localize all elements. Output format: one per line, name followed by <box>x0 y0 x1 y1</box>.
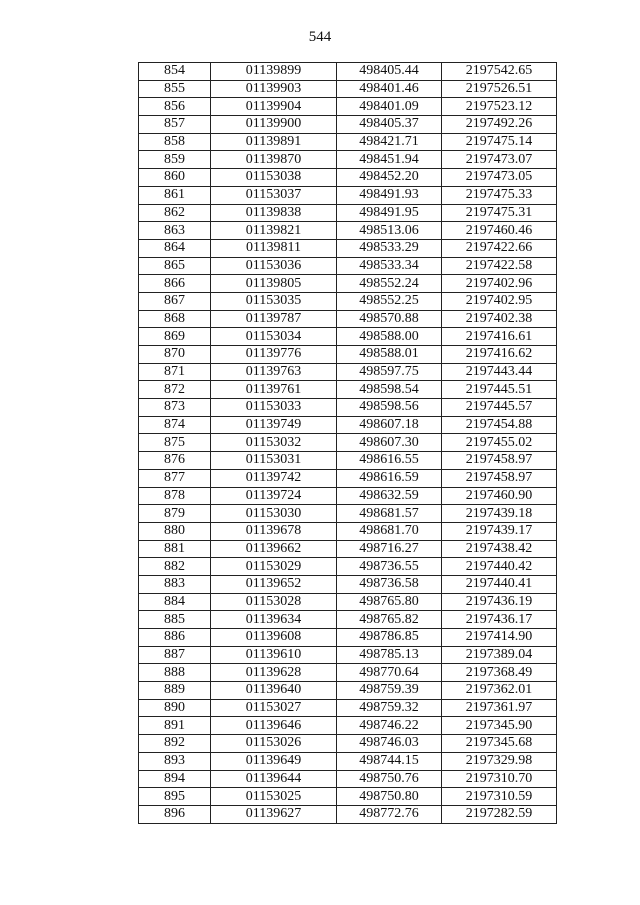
point-number-cell: 894 <box>139 770 211 788</box>
point-id-cell: 01153026 <box>211 735 337 753</box>
point-id-cell: 01139763 <box>211 363 337 381</box>
y-coordinate-cell: 2197455.02 <box>442 434 557 452</box>
x-coordinate-cell: 498607.18 <box>337 416 442 434</box>
y-coordinate-cell: 2197402.96 <box>442 275 557 293</box>
table-row <box>139 169 557 187</box>
point-number-cell: 888 <box>139 664 211 682</box>
x-coordinate-cell: 498588.01 <box>337 346 442 364</box>
y-coordinate-cell: 2197436.19 <box>442 593 557 611</box>
table-row <box>139 116 557 134</box>
y-coordinate-cell: 2197475.33 <box>442 186 557 204</box>
point-id-cell: 01139891 <box>211 133 337 151</box>
table-row <box>139 664 557 682</box>
point-number-cell: 863 <box>139 222 211 240</box>
point-number-cell: 884 <box>139 593 211 611</box>
point-number-cell: 879 <box>139 505 211 523</box>
x-coordinate-cell: 498759.39 <box>337 682 442 700</box>
table-row <box>139 292 557 310</box>
point-id-cell: 01139811 <box>211 239 337 257</box>
point-id-cell: 01139610 <box>211 646 337 664</box>
x-coordinate-cell: 498491.93 <box>337 186 442 204</box>
point-id-cell: 01153028 <box>211 593 337 611</box>
point-id-cell: 01153036 <box>211 257 337 275</box>
x-coordinate-cell: 498421.71 <box>337 133 442 151</box>
point-id-cell: 01153035 <box>211 292 337 310</box>
table-row <box>139 222 557 240</box>
table-row <box>139 629 557 647</box>
y-coordinate-cell: 2197440.41 <box>442 575 557 593</box>
point-id-cell: 01139662 <box>211 540 337 558</box>
x-coordinate-cell: 498533.29 <box>337 239 442 257</box>
y-coordinate-cell: 2197443.44 <box>442 363 557 381</box>
x-coordinate-cell: 498607.30 <box>337 434 442 452</box>
point-id-cell: 01139646 <box>211 717 337 735</box>
x-coordinate-cell: 498786.85 <box>337 629 442 647</box>
y-coordinate-cell: 2197439.17 <box>442 522 557 540</box>
x-coordinate-cell: 498597.75 <box>337 363 442 381</box>
table-row <box>139 399 557 417</box>
point-id-cell: 01139634 <box>211 611 337 629</box>
coordinates-table-body <box>139 63 557 824</box>
point-id-cell: 01139724 <box>211 487 337 505</box>
table-row <box>139 735 557 753</box>
point-number-cell: 883 <box>139 575 211 593</box>
y-coordinate-cell: 2197310.70 <box>442 770 557 788</box>
table-row <box>139 186 557 204</box>
y-coordinate-cell: 2197473.05 <box>442 169 557 187</box>
point-id-cell: 01139805 <box>211 275 337 293</box>
table-row <box>139 133 557 151</box>
table-row <box>139 611 557 629</box>
point-number-cell: 882 <box>139 558 211 576</box>
x-coordinate-cell: 498750.76 <box>337 770 442 788</box>
point-number-cell: 895 <box>139 788 211 806</box>
point-id-cell: 01139904 <box>211 98 337 116</box>
y-coordinate-cell: 2197460.46 <box>442 222 557 240</box>
y-coordinate-cell: 2197389.04 <box>442 646 557 664</box>
point-id-cell: 01139899 <box>211 63 337 81</box>
table-row <box>139 540 557 558</box>
y-coordinate-cell: 2197416.62 <box>442 346 557 364</box>
point-id-cell: 01139749 <box>211 416 337 434</box>
point-number-cell: 886 <box>139 629 211 647</box>
point-id-cell: 01139900 <box>211 116 337 134</box>
point-id-cell: 01153029 <box>211 558 337 576</box>
point-id-cell: 01139628 <box>211 664 337 682</box>
point-number-cell: 871 <box>139 363 211 381</box>
x-coordinate-cell: 498736.58 <box>337 575 442 593</box>
point-id-cell: 01153032 <box>211 434 337 452</box>
point-id-cell: 01153038 <box>211 169 337 187</box>
point-number-cell: 887 <box>139 646 211 664</box>
y-coordinate-cell: 2197422.58 <box>442 257 557 275</box>
y-coordinate-cell: 2197454.88 <box>442 416 557 434</box>
coordinates-table <box>138 62 557 824</box>
point-id-cell: 01139627 <box>211 805 337 823</box>
y-coordinate-cell: 2197458.97 <box>442 452 557 470</box>
point-number-cell: 891 <box>139 717 211 735</box>
point-id-cell: 01139870 <box>211 151 337 169</box>
table-row <box>139 98 557 116</box>
x-coordinate-cell: 498744.15 <box>337 752 442 770</box>
point-number-cell: 861 <box>139 186 211 204</box>
point-number-cell: 865 <box>139 257 211 275</box>
table-row <box>139 346 557 364</box>
table-row <box>139 487 557 505</box>
y-coordinate-cell: 2197523.12 <box>442 98 557 116</box>
table-row <box>139 434 557 452</box>
x-coordinate-cell: 498772.76 <box>337 805 442 823</box>
point-number-cell: 854 <box>139 63 211 81</box>
y-coordinate-cell: 2197402.38 <box>442 310 557 328</box>
table-row <box>139 239 557 257</box>
point-id-cell: 01139742 <box>211 469 337 487</box>
point-id-cell: 01153037 <box>211 186 337 204</box>
table-row <box>139 593 557 611</box>
point-number-cell: 880 <box>139 522 211 540</box>
table-row <box>139 381 557 399</box>
table-row <box>139 275 557 293</box>
table-row <box>139 522 557 540</box>
point-id-cell: 01153031 <box>211 452 337 470</box>
point-id-cell: 01139776 <box>211 346 337 364</box>
point-number-cell: 873 <box>139 399 211 417</box>
point-number-cell: 872 <box>139 381 211 399</box>
y-coordinate-cell: 2197460.90 <box>442 487 557 505</box>
point-number-cell: 874 <box>139 416 211 434</box>
x-coordinate-cell: 498570.88 <box>337 310 442 328</box>
point-id-cell: 01139644 <box>211 770 337 788</box>
point-id-cell: 01139787 <box>211 310 337 328</box>
point-id-cell: 01139640 <box>211 682 337 700</box>
x-coordinate-cell: 498552.24 <box>337 275 442 293</box>
y-coordinate-cell: 2197526.51 <box>442 80 557 98</box>
table-row <box>139 646 557 664</box>
y-coordinate-cell: 2197402.95 <box>442 292 557 310</box>
point-id-cell: 01153033 <box>211 399 337 417</box>
x-coordinate-cell: 498552.25 <box>337 292 442 310</box>
table-row <box>139 770 557 788</box>
y-coordinate-cell: 2197416.61 <box>442 328 557 346</box>
y-coordinate-cell: 2197473.07 <box>442 151 557 169</box>
x-coordinate-cell: 498770.64 <box>337 664 442 682</box>
point-number-cell: 877 <box>139 469 211 487</box>
table-row <box>139 699 557 717</box>
x-coordinate-cell: 498513.06 <box>337 222 442 240</box>
y-coordinate-cell: 2197310.59 <box>442 788 557 806</box>
y-coordinate-cell: 2197445.57 <box>442 399 557 417</box>
x-coordinate-cell: 498632.59 <box>337 487 442 505</box>
x-coordinate-cell: 498452.20 <box>337 169 442 187</box>
y-coordinate-cell: 2197361.97 <box>442 699 557 717</box>
table-row <box>139 469 557 487</box>
y-coordinate-cell: 2197440.42 <box>442 558 557 576</box>
table-row <box>139 505 557 523</box>
y-coordinate-cell: 2197475.31 <box>442 204 557 222</box>
x-coordinate-cell: 498401.09 <box>337 98 442 116</box>
y-coordinate-cell: 2197345.90 <box>442 717 557 735</box>
point-number-cell: 866 <box>139 275 211 293</box>
x-coordinate-cell: 498765.82 <box>337 611 442 629</box>
table-row <box>139 204 557 222</box>
table-row <box>139 257 557 275</box>
point-number-cell: 869 <box>139 328 211 346</box>
point-number-cell: 860 <box>139 169 211 187</box>
point-id-cell: 01153025 <box>211 788 337 806</box>
x-coordinate-cell: 498401.46 <box>337 80 442 98</box>
x-coordinate-cell: 498405.37 <box>337 116 442 134</box>
point-number-cell: 856 <box>139 98 211 116</box>
y-coordinate-cell: 2197368.49 <box>442 664 557 682</box>
point-id-cell: 01153034 <box>211 328 337 346</box>
y-coordinate-cell: 2197492.26 <box>442 116 557 134</box>
table-row <box>139 416 557 434</box>
y-coordinate-cell: 2197542.65 <box>442 63 557 81</box>
point-id-cell: 01139761 <box>211 381 337 399</box>
y-coordinate-cell: 2197458.97 <box>442 469 557 487</box>
x-coordinate-cell: 498681.57 <box>337 505 442 523</box>
point-number-cell: 876 <box>139 452 211 470</box>
table-row <box>139 805 557 823</box>
y-coordinate-cell: 2197362.01 <box>442 682 557 700</box>
x-coordinate-cell: 498765.80 <box>337 593 442 611</box>
point-number-cell: 868 <box>139 310 211 328</box>
table-row <box>139 63 557 81</box>
point-number-cell: 858 <box>139 133 211 151</box>
x-coordinate-cell: 498616.59 <box>337 469 442 487</box>
x-coordinate-cell: 498405.44 <box>337 63 442 81</box>
y-coordinate-cell: 2197475.14 <box>442 133 557 151</box>
y-coordinate-cell: 2197438.42 <box>442 540 557 558</box>
x-coordinate-cell: 498746.22 <box>337 717 442 735</box>
x-coordinate-cell: 498785.13 <box>337 646 442 664</box>
y-coordinate-cell: 2197445.51 <box>442 381 557 399</box>
table-row <box>139 682 557 700</box>
x-coordinate-cell: 498716.27 <box>337 540 442 558</box>
point-id-cell: 01153027 <box>211 699 337 717</box>
x-coordinate-cell: 498491.95 <box>337 204 442 222</box>
y-coordinate-cell: 2197329.98 <box>442 752 557 770</box>
x-coordinate-cell: 498746.03 <box>337 735 442 753</box>
x-coordinate-cell: 498750.80 <box>337 788 442 806</box>
table-row <box>139 788 557 806</box>
y-coordinate-cell: 2197439.18 <box>442 505 557 523</box>
table-row <box>139 752 557 770</box>
point-number-cell: 896 <box>139 805 211 823</box>
x-coordinate-cell: 498759.32 <box>337 699 442 717</box>
x-coordinate-cell: 498681.70 <box>337 522 442 540</box>
point-number-cell: 867 <box>139 292 211 310</box>
y-coordinate-cell: 2197345.68 <box>442 735 557 753</box>
table-row <box>139 558 557 576</box>
y-coordinate-cell: 2197414.90 <box>442 629 557 647</box>
table-row <box>139 452 557 470</box>
point-id-cell: 01139678 <box>211 522 337 540</box>
x-coordinate-cell: 498598.56 <box>337 399 442 417</box>
table-row <box>139 363 557 381</box>
point-id-cell: 01139649 <box>211 752 337 770</box>
table-row <box>139 717 557 735</box>
x-coordinate-cell: 498451.94 <box>337 151 442 169</box>
x-coordinate-cell: 498533.34 <box>337 257 442 275</box>
point-number-cell: 890 <box>139 699 211 717</box>
point-id-cell: 01139652 <box>211 575 337 593</box>
page-number: 544 <box>308 29 332 45</box>
point-id-cell: 01139608 <box>211 629 337 647</box>
x-coordinate-cell: 498616.55 <box>337 452 442 470</box>
point-number-cell: 881 <box>139 540 211 558</box>
point-number-cell: 855 <box>139 80 211 98</box>
table-row <box>139 575 557 593</box>
y-coordinate-cell: 2197422.66 <box>442 239 557 257</box>
y-coordinate-cell: 2197436.17 <box>442 611 557 629</box>
point-id-cell: 01139838 <box>211 204 337 222</box>
point-number-cell: 857 <box>139 116 211 134</box>
table-row <box>139 151 557 169</box>
point-number-cell: 862 <box>139 204 211 222</box>
point-number-cell: 878 <box>139 487 211 505</box>
y-coordinate-cell: 2197282.59 <box>442 805 557 823</box>
table-row <box>139 310 557 328</box>
point-number-cell: 864 <box>139 239 211 257</box>
point-number-cell: 875 <box>139 434 211 452</box>
x-coordinate-cell: 498736.55 <box>337 558 442 576</box>
point-number-cell: 870 <box>139 346 211 364</box>
table-row <box>139 328 557 346</box>
x-coordinate-cell: 498588.00 <box>337 328 442 346</box>
point-id-cell: 01139903 <box>211 80 337 98</box>
point-id-cell: 01153030 <box>211 505 337 523</box>
point-number-cell: 889 <box>139 682 211 700</box>
point-number-cell: 892 <box>139 735 211 753</box>
point-id-cell: 01139821 <box>211 222 337 240</box>
x-coordinate-cell: 498598.54 <box>337 381 442 399</box>
point-number-cell: 885 <box>139 611 211 629</box>
table-row <box>139 80 557 98</box>
point-number-cell: 893 <box>139 752 211 770</box>
point-number-cell: 859 <box>139 151 211 169</box>
